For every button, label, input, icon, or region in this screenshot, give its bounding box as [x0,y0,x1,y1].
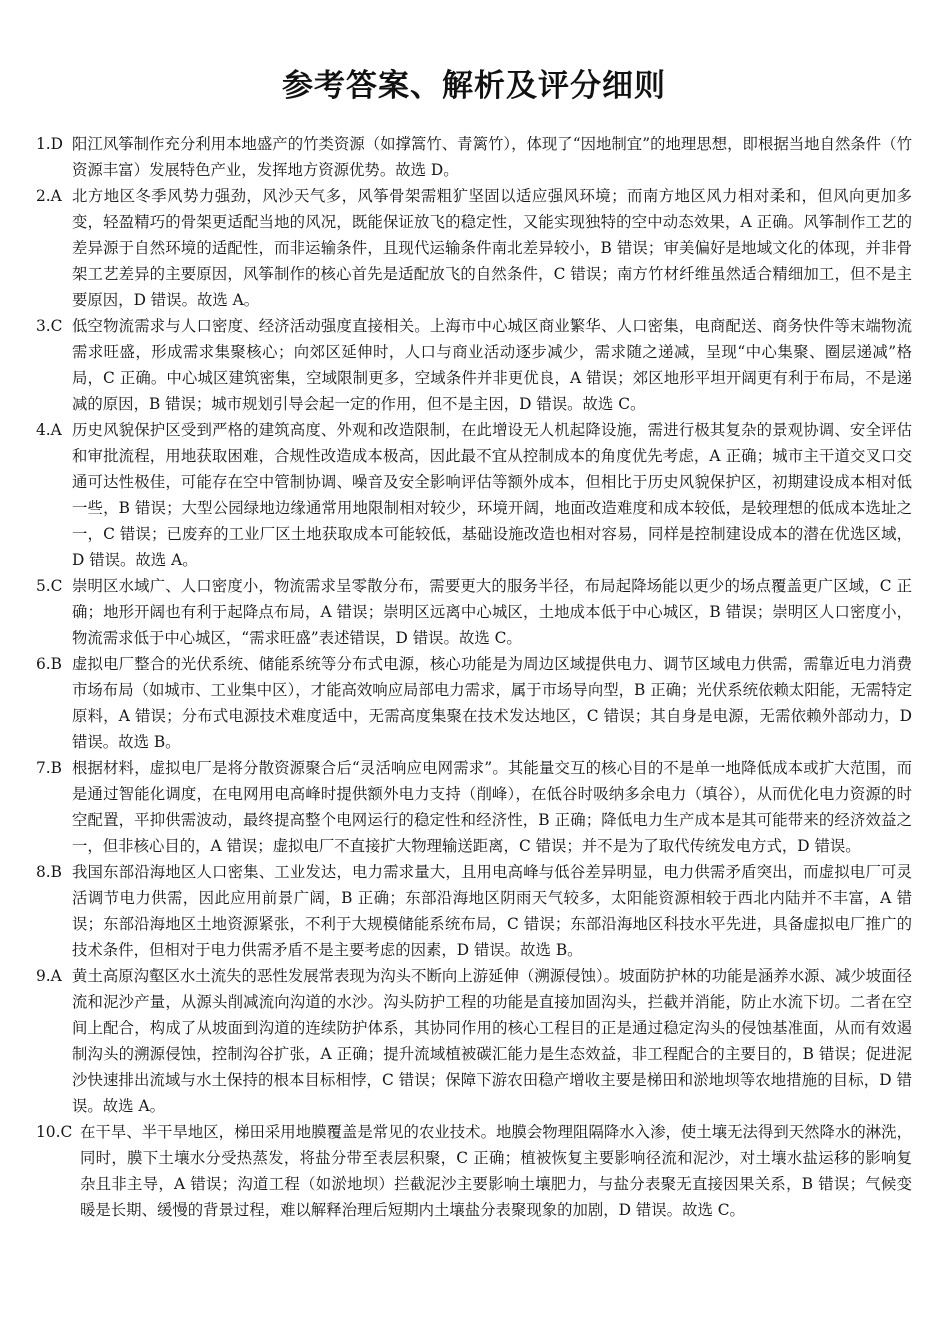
answer-item-3 [36,313,912,417]
answer-explanation: 历史风貌保护区受到严格的建筑高度、外观和改造限制，在此增设无人机起降设施，需进行极其复杂的景观协调、安全评估和审批流程，用地获取困难，合规性改造成本极高，因此最不宜从控制成本的角度优先考虑，A 正确；城市主干道交叉口交通可达性极佳，可能存在空中管制协调、噪音及安全影响评估等额外成本，但相比于历史风貌保护区，初期建设成本相对低一些，B 错误；大型公园绿地边缘通常用地限制相对较少，环境开阔，地面改造难度和成本较低，是较理想的低成本选址之一，C 错误；已废弃的工业厂区土地获取成本可能较低，基础设施改造也相对容易，同样是控制建设成本的潜在优选区域，D 错误。故选 A。 [72,421,912,569]
answer-number: 1.D [36,135,64,153]
answer-number: 2.A [36,187,62,205]
answer-explanation: 崇明区水域广、人口密度小，物流需求呈零散分布，需要更大的服务半径，布局起降场能以更少的场点覆盖更广区域，C 正确；地形开阔也有利于起降点布局，A 错误；崇明区远离中心城区，土地成本低于中心城区，B 错误；崇明区人口密度小，物流需求低于中心城区，“需求旺盛”表述错误，D 错误。故选 C。 [72,577,912,647]
answer-number: 4.A [36,421,62,439]
answer-number: 7.B [36,759,62,777]
answer-explanation: 虚拟电厂整合的光伏系统、储能系统等分布式电源，核心功能是为周边区域提供电力、调节区域电力供需，需靠近电力消费市场布局（如城市、工业集中区），才能高效响应局部电力需求，属于市场导向型，B 正确；光伏系统依赖太阳能，无需特定原料，A 错误；分布式电源技术难度适中，无需高度集聚在技术发达地区，C 错误；其自身是电源，无需依赖外部动力，D 错误。故选 B。 [72,655,912,751]
answer-item-7 [36,755,912,859]
answer-list [36,131,912,1223]
answer-item-1 [36,131,912,183]
answer-number: 3.C [36,317,63,335]
answer-item-5 [36,573,912,651]
answer-explanation: 我国东部沿海地区人口密集、工业发达，电力需求量大，且用电高峰与低谷差异明显，电力供需矛盾突出，而虚拟电厂可灵活调节电力供需，因此应用前景广阔，B 正确；东部沿海地区阴雨天气较多，太阳能资源相较于西北内陆并不丰富，A 错误；东部沿海地区土地资源紧张，不利于大规模储能系统布局，C 错误；东部沿海地区科技水平先进，具备虚拟电厂推广的技术条件，但相对于电力供需矛盾不是主要考虑的因素，D 错误。故选 B。 [72,863,912,959]
answer-explanation: 根据材料，虚拟电厂是将分散资源聚合后“灵活响应电网需求”。其能量交互的核心目的不是单一地降低成本或扩大范围，而是通过智能化调度，在电网用电高峰时提供额外电力支持（削峰），在低谷时吸纳多余电力（填谷），从而优化电力资源的时空配置，平抑供需波动，最终提高整个电网运行的稳定性和经济性，B 正确；降低电力生产成本是其可能带来的经济效益之一，但非核心目的，A 错误；虚拟电厂不直接扩大物理输送距离，C 错误；并不是为了取代传统发电方式，D 错误。 [72,759,912,855]
answer-explanation: 低空物流需求与人口密度、经济活动强度直接相关。上海市中心城区商业繁华、人口密集，电商配送、商务快件等末端物流需求旺盛，形成需求集聚核心；向郊区延伸时，人口与商业活动逐步减少，需求随之递减，呈现“中心集聚、圈层递减”格局，C 正确。中心城区建筑密集，空域限制更多，空域条件并非更优良，A 错误；郊区地形平坦开阔更有利于布局，不是递减的原因，B 错误；城市规划引导会起一定的作用，但不是主因，D 错误。故选 C。 [72,317,912,413]
answer-item-9 [36,963,912,1119]
answer-number: 9.A [36,967,62,985]
answer-item-10 [36,1119,912,1223]
answer-item-2 [36,183,912,313]
answer-number: 6.B [36,655,62,673]
answer-number: 8.B [36,863,62,881]
page-title: 参考答案、解析及评分细则 [282,68,666,104]
answer-item-8 [36,859,912,963]
answer-number: 5.C [36,577,63,595]
answer-number: 10.C [36,1123,73,1141]
answer-item-4 [36,417,912,573]
answer-explanation: 阳江风筝制作充分利用本地盛产的竹类资源（如撑篙竹、青篱竹），体现了“因地制宜”的地理思想，即根据当地自然条件（竹资源丰富）发展特色产业，发挥地方资源优势。故选 D。 [72,135,912,179]
answer-explanation: 黄土高原沟壑区水土流失的恶性发展常表现为沟头不断向上游延伸（溯源侵蚀）。坡面防护林的功能是涵养水源、减少坡面径流和泥沙产量，从源头削减流向沟道的水沙。沟头防护工程的功能是直接加固沟头，拦截并消能，防止水流下切。二者在空间上配合，构成了从坡面到沟道的连续防护体系，其协同作用的核心工程目的正是通过稳定沟头的侵蚀基准面，从而有效遏制沟头的溯源侵蚀，控制沟谷扩张，A 正确；提升流域植被碳汇能力是生态效益，非工程配合的主要目的，B 错误；促进泥沙快速排出流域与水土保持的根本目标相悖，C 错误；保障下游农田稳产增收主要是梯田和淤地坝等农地措施的目标，D 错误。故选 A。 [72,967,912,1115]
answer-explanation: 在干旱、半干旱地区，梯田采用地膜覆盖是常见的农业技术。地膜会物理阻隔降水入渗，使土壤无法得到天然降水的淋洗，同时，膜下土壤水分受热蒸发，将盐分带至表层积聚，C 正确；植被恢复主要影响径流和泥沙，对土壤水盐运移的影响复杂且非主导，A 错误；沟道工程（如淤地坝）拦截泥沙主要影响土壤肥力，与盐分表聚无直接因果关系，B 错误；气候变暖是长期、缓慢的背景过程，难以解释治理后短期内土壤盐分表聚现象的加剧，D 错误。故选 C。 [80,1123,912,1219]
answer-explanation: 北方地区冬季风势力强劲，风沙天气多，风筝骨架需粗犷坚固以适应强风环境；而南方地区风力相对柔和，但风向更加多变，轻盈精巧的骨架更适配当地的风况，既能保证放飞的稳定性，又能实现独特的空中动态效果，A 正确。风筝制作工艺的差异源于自然环境的适配性，而非运输条件，且现代运输条件南北差异较小，B 错误；审美偏好是地域文化的体现，并非骨架工艺差异的主要原因，风筝制作的核心首先是适配放飞的自然条件，C 错误；南方竹材纤维虽然适合精细加工，但不是主要原因，D 错误。故选 A。 [72,187,912,309]
answer-item-6 [36,651,912,755]
